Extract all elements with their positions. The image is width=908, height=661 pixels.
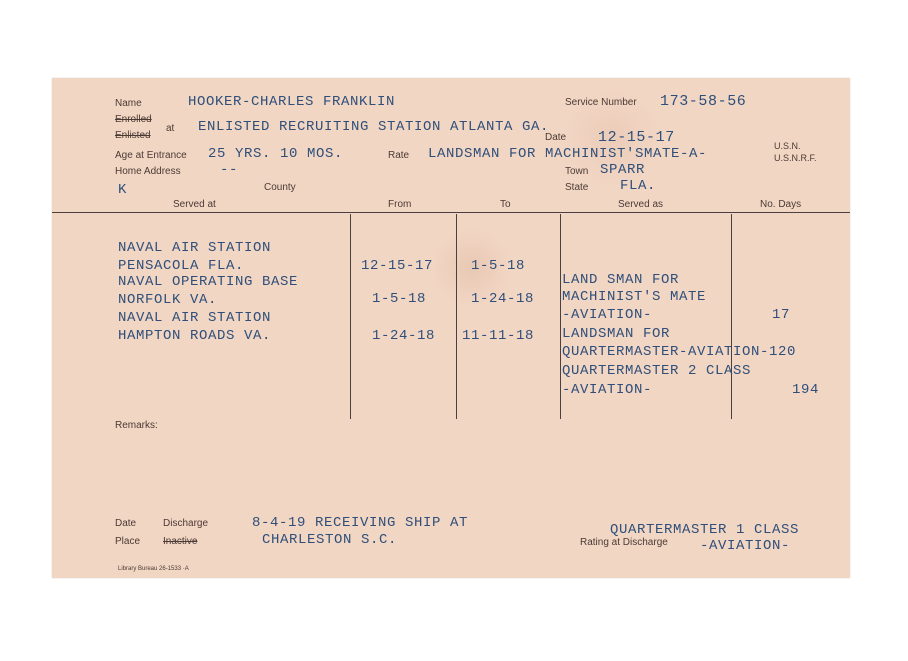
- served-at-line: HAMPTON ROADS VA.: [118, 328, 272, 344]
- service-number-label: Service Number: [565, 97, 637, 108]
- to-date: 1-24-18: [471, 291, 535, 307]
- remarks-label: Remarks:: [115, 420, 158, 431]
- home-address-label: Home Address: [115, 166, 181, 177]
- served-at-line: NAVAL AIR STATION: [118, 240, 272, 256]
- days-value: 194: [792, 382, 820, 398]
- town-value: SPARR: [600, 162, 646, 178]
- form-number: Library Bureau 26-1533 ·A: [118, 566, 189, 572]
- to-header: To: [500, 199, 511, 210]
- service-record-card: [52, 78, 850, 578]
- age-value: 25 YRS. 10 MOS.: [208, 146, 344, 162]
- column-divider-1: [350, 214, 351, 419]
- served-as-line: QUARTERMASTER-AVIATION-120: [562, 344, 797, 360]
- state-label: State: [565, 182, 589, 193]
- town-label: Town: [565, 166, 589, 177]
- inactive-struck-label: Inactive: [163, 536, 198, 547]
- served-at-line: NAVAL AIR STATION: [118, 310, 272, 326]
- served-as-line: QUARTERMASTER 2 CLASS: [562, 363, 752, 379]
- rate-label: Rate: [388, 150, 410, 161]
- served-at-header: Served at: [173, 199, 216, 210]
- date-value: 12-15-17: [598, 129, 675, 146]
- home-address-value: --: [220, 162, 239, 178]
- county-value: K: [118, 182, 128, 198]
- discharge-label: Discharge: [163, 518, 209, 529]
- county-label: County: [264, 182, 296, 193]
- enlisted-at-value: ENLISTED RECRUITING STATION ATLANTA GA.: [198, 119, 550, 135]
- discharge-line-2: CHARLESTON S.C.: [262, 532, 398, 548]
- header-rule: [52, 212, 850, 213]
- to-date: 11-11-18: [462, 328, 535, 344]
- usnrf-label: U.S.N.R.F.: [774, 153, 817, 163]
- name-value: HOOKER-CHARLES FRANKLIN: [188, 94, 396, 110]
- at-label: at: [166, 123, 175, 134]
- date-label: Date: [545, 132, 567, 143]
- from-date: 12-15-17: [361, 258, 434, 274]
- rating-at-discharge-line-1: QUARTERMASTER 1 CLASS: [610, 522, 800, 538]
- age-at-entrance-label: Age at Entrance: [115, 150, 187, 161]
- service-number-value: 173-58-56: [660, 93, 747, 110]
- rating-at-discharge-label: Rating at Discharge: [580, 537, 668, 548]
- from-date: 1-24-18: [372, 328, 436, 344]
- column-divider-4: [731, 214, 732, 419]
- discharge-line-1: 8-4-19 RECEIVING SHIP AT: [252, 515, 469, 531]
- served-as-line: MACHINIST'S MATE: [562, 289, 707, 305]
- column-divider-3: [560, 214, 561, 419]
- rating-at-discharge-line-2: -AVIATION-: [700, 538, 791, 554]
- state-value: FLA.: [620, 178, 657, 194]
- enlisted-struck-label: Enlisted: [115, 130, 151, 141]
- days-value: 17: [772, 307, 791, 323]
- served-at-line: NORFOLK VA.: [118, 292, 218, 308]
- name-label: Name: [115, 98, 142, 109]
- usn-label: U.S.N.: [774, 141, 801, 151]
- no-days-header: No. Days: [760, 199, 802, 210]
- served-as-header: Served as: [618, 199, 664, 210]
- served-at-line: NAVAL OPERATING BASE: [118, 274, 299, 290]
- rate-value: LANDSMAN FOR MACHINIST'SMATE-A-: [428, 146, 708, 162]
- enrolled-struck-label: Enrolled: [115, 114, 152, 125]
- served-as-line: LAND SMAN FOR: [562, 272, 680, 288]
- column-divider-2: [456, 214, 457, 419]
- from-date: 1-5-18: [372, 291, 427, 307]
- place-label: Place: [115, 536, 141, 547]
- served-as-line: -AVIATION-: [562, 307, 653, 323]
- to-date: 1-5-18: [471, 258, 526, 274]
- served-as-line: -AVIATION-: [562, 382, 653, 398]
- date-bottom-label: Date: [115, 518, 137, 529]
- served-at-line: PENSACOLA FLA.: [118, 258, 245, 274]
- from-header: From: [388, 199, 412, 210]
- served-as-line: LANDSMAN FOR: [562, 326, 671, 342]
